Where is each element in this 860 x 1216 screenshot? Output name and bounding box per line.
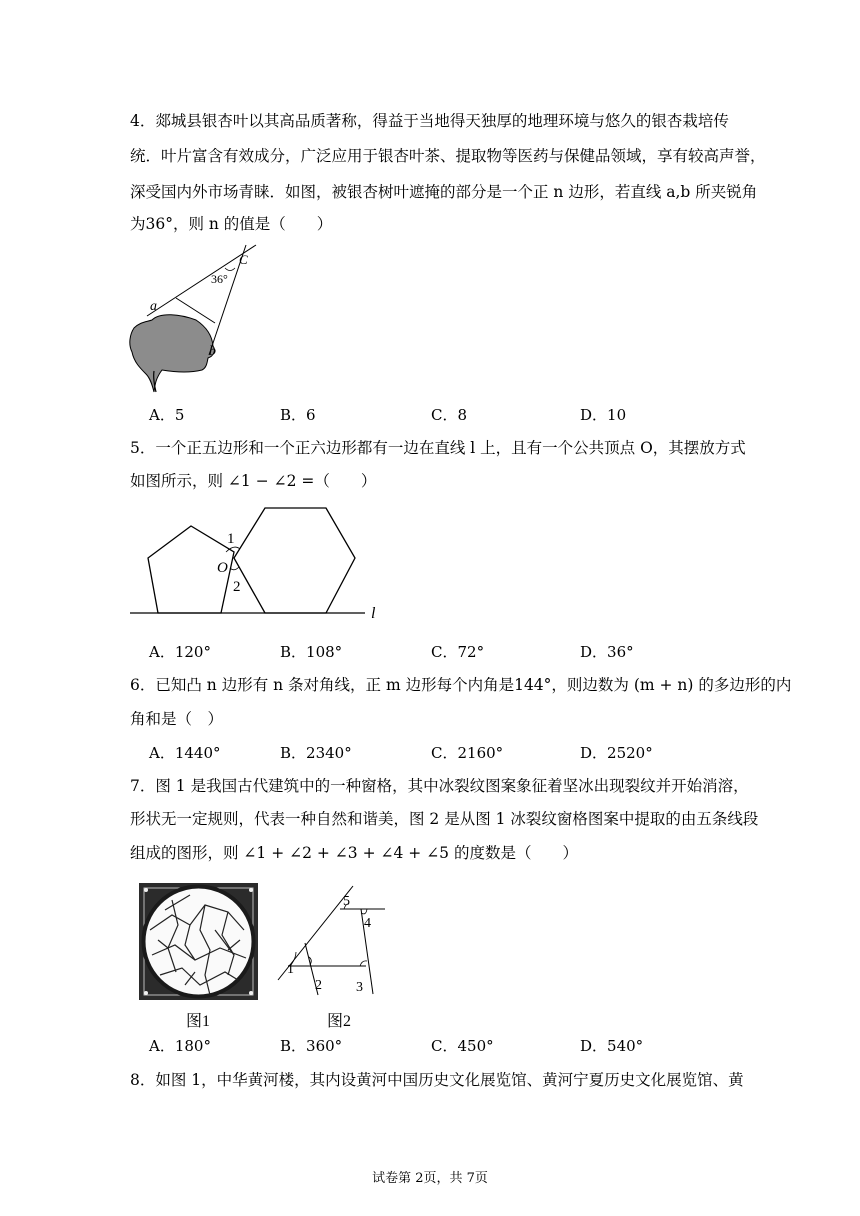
angle-label-1: 1 <box>287 962 294 977</box>
q7-option-c[interactable]: C．450° <box>431 1037 494 1055</box>
q5-option-d[interactable]: D．36° <box>580 643 634 661</box>
q4-option-d[interactable]: D．10 <box>580 406 627 424</box>
q4-option-b[interactable]: B．6 <box>280 406 316 424</box>
label-c: C <box>239 252 248 267</box>
q6-option-b[interactable]: B．2340° <box>280 744 352 762</box>
q4-option-a[interactable]: A．5 <box>149 406 185 424</box>
q7-line-3: 组成的图形，则 ∠1 + ∠2 + ∠3 + ∠4 + ∠5 的度数是（ ） <box>130 844 578 862</box>
ice-crack-window-figure <box>139 883 258 1000</box>
q6-line-1: 6．已知凸 n 边形有 n 条对角线，正 m 边形每个内角是144°，则边数为 (m + n) 的多边形的内 <box>130 676 792 694</box>
q4-line-1: 4．郯城县银杏叶以其高品质著称，得益于当地得天独厚的地理环境与悠久的银杏栽培传 <box>130 112 729 130</box>
five-segment-figure <box>278 886 385 995</box>
vertex-label-o: O <box>217 560 228 576</box>
figure1-caption: 图1 <box>186 1013 211 1030</box>
q7-option-d[interactable]: D．540° <box>580 1037 644 1055</box>
q6-option-a[interactable]: A．1440° <box>149 744 221 762</box>
q6-option-c[interactable]: C．2160° <box>431 744 504 762</box>
angle-label-5: 5 <box>343 894 350 909</box>
angle-label-2: 2 <box>233 579 241 595</box>
angle-label-36: 36° <box>211 272 228 286</box>
q4-line-4: 为36°，则 n 的值是（ ） <box>130 215 333 233</box>
angle-label-4: 4 <box>364 916 371 931</box>
q5-option-c[interactable]: C．72° <box>431 643 485 661</box>
q5-option-b[interactable]: B．108° <box>280 643 343 661</box>
line-label-l: l <box>371 605 376 622</box>
q4-line-2: 统．叶片富含有效成分，广泛应用于银杏叶茶、提取物等医药与保健品领域，享有较高声誉， <box>130 147 766 165</box>
figure2-caption: 图2 <box>327 1013 352 1030</box>
angle-label-2: 2 <box>315 978 322 993</box>
page-footer: 试卷第 2页，共 7页 <box>372 1171 488 1186</box>
label-b: b <box>209 344 216 359</box>
angle-label-3: 3 <box>356 980 363 995</box>
q4-line-3: 深受国内外市场青睐．如图，被银杏树叶遮掩的部分是一个正 n 边形，若直线 a,b 所夹锐角 <box>130 183 758 201</box>
q6-option-d[interactable]: D．2520° <box>580 744 653 762</box>
angle-label-1: 1 <box>227 531 235 547</box>
q4-option-c[interactable]: C．8 <box>431 406 468 424</box>
q7-line-1: 7．图 1 是我国古代建筑中的一种窗格，其中冰裂纹图案象征着坚冰出现裂纹并开始消溶， <box>130 777 749 795</box>
q7-line-2: 形状无一定规则，代表一种自然和谐美，图 2 是从图 1 冰裂纹窗格图案中提取的由五条线段 <box>130 810 759 828</box>
q6-line-2: 角和是（ ） <box>130 710 224 728</box>
q5-line-1: 5．一个正五边形和一个正六边形都有一边在直线 l 上，且有一个公共顶点 O，其摆放方式 <box>130 439 746 457</box>
q7-option-a[interactable]: A．180° <box>149 1037 211 1055</box>
q5-option-a[interactable]: A．120° <box>149 643 211 661</box>
q8-line-1: 8．如图 1，中华黄河楼，其内设黄河中国历史文化展览馆、黄河宁夏历史文化展览馆、黄 <box>130 1071 744 1089</box>
q5-line-2: 如图所示，则 ∠1 − ∠2 =（ ） <box>130 472 377 490</box>
label-a: a <box>150 299 157 314</box>
q7-option-b[interactable]: B．360° <box>280 1037 343 1055</box>
